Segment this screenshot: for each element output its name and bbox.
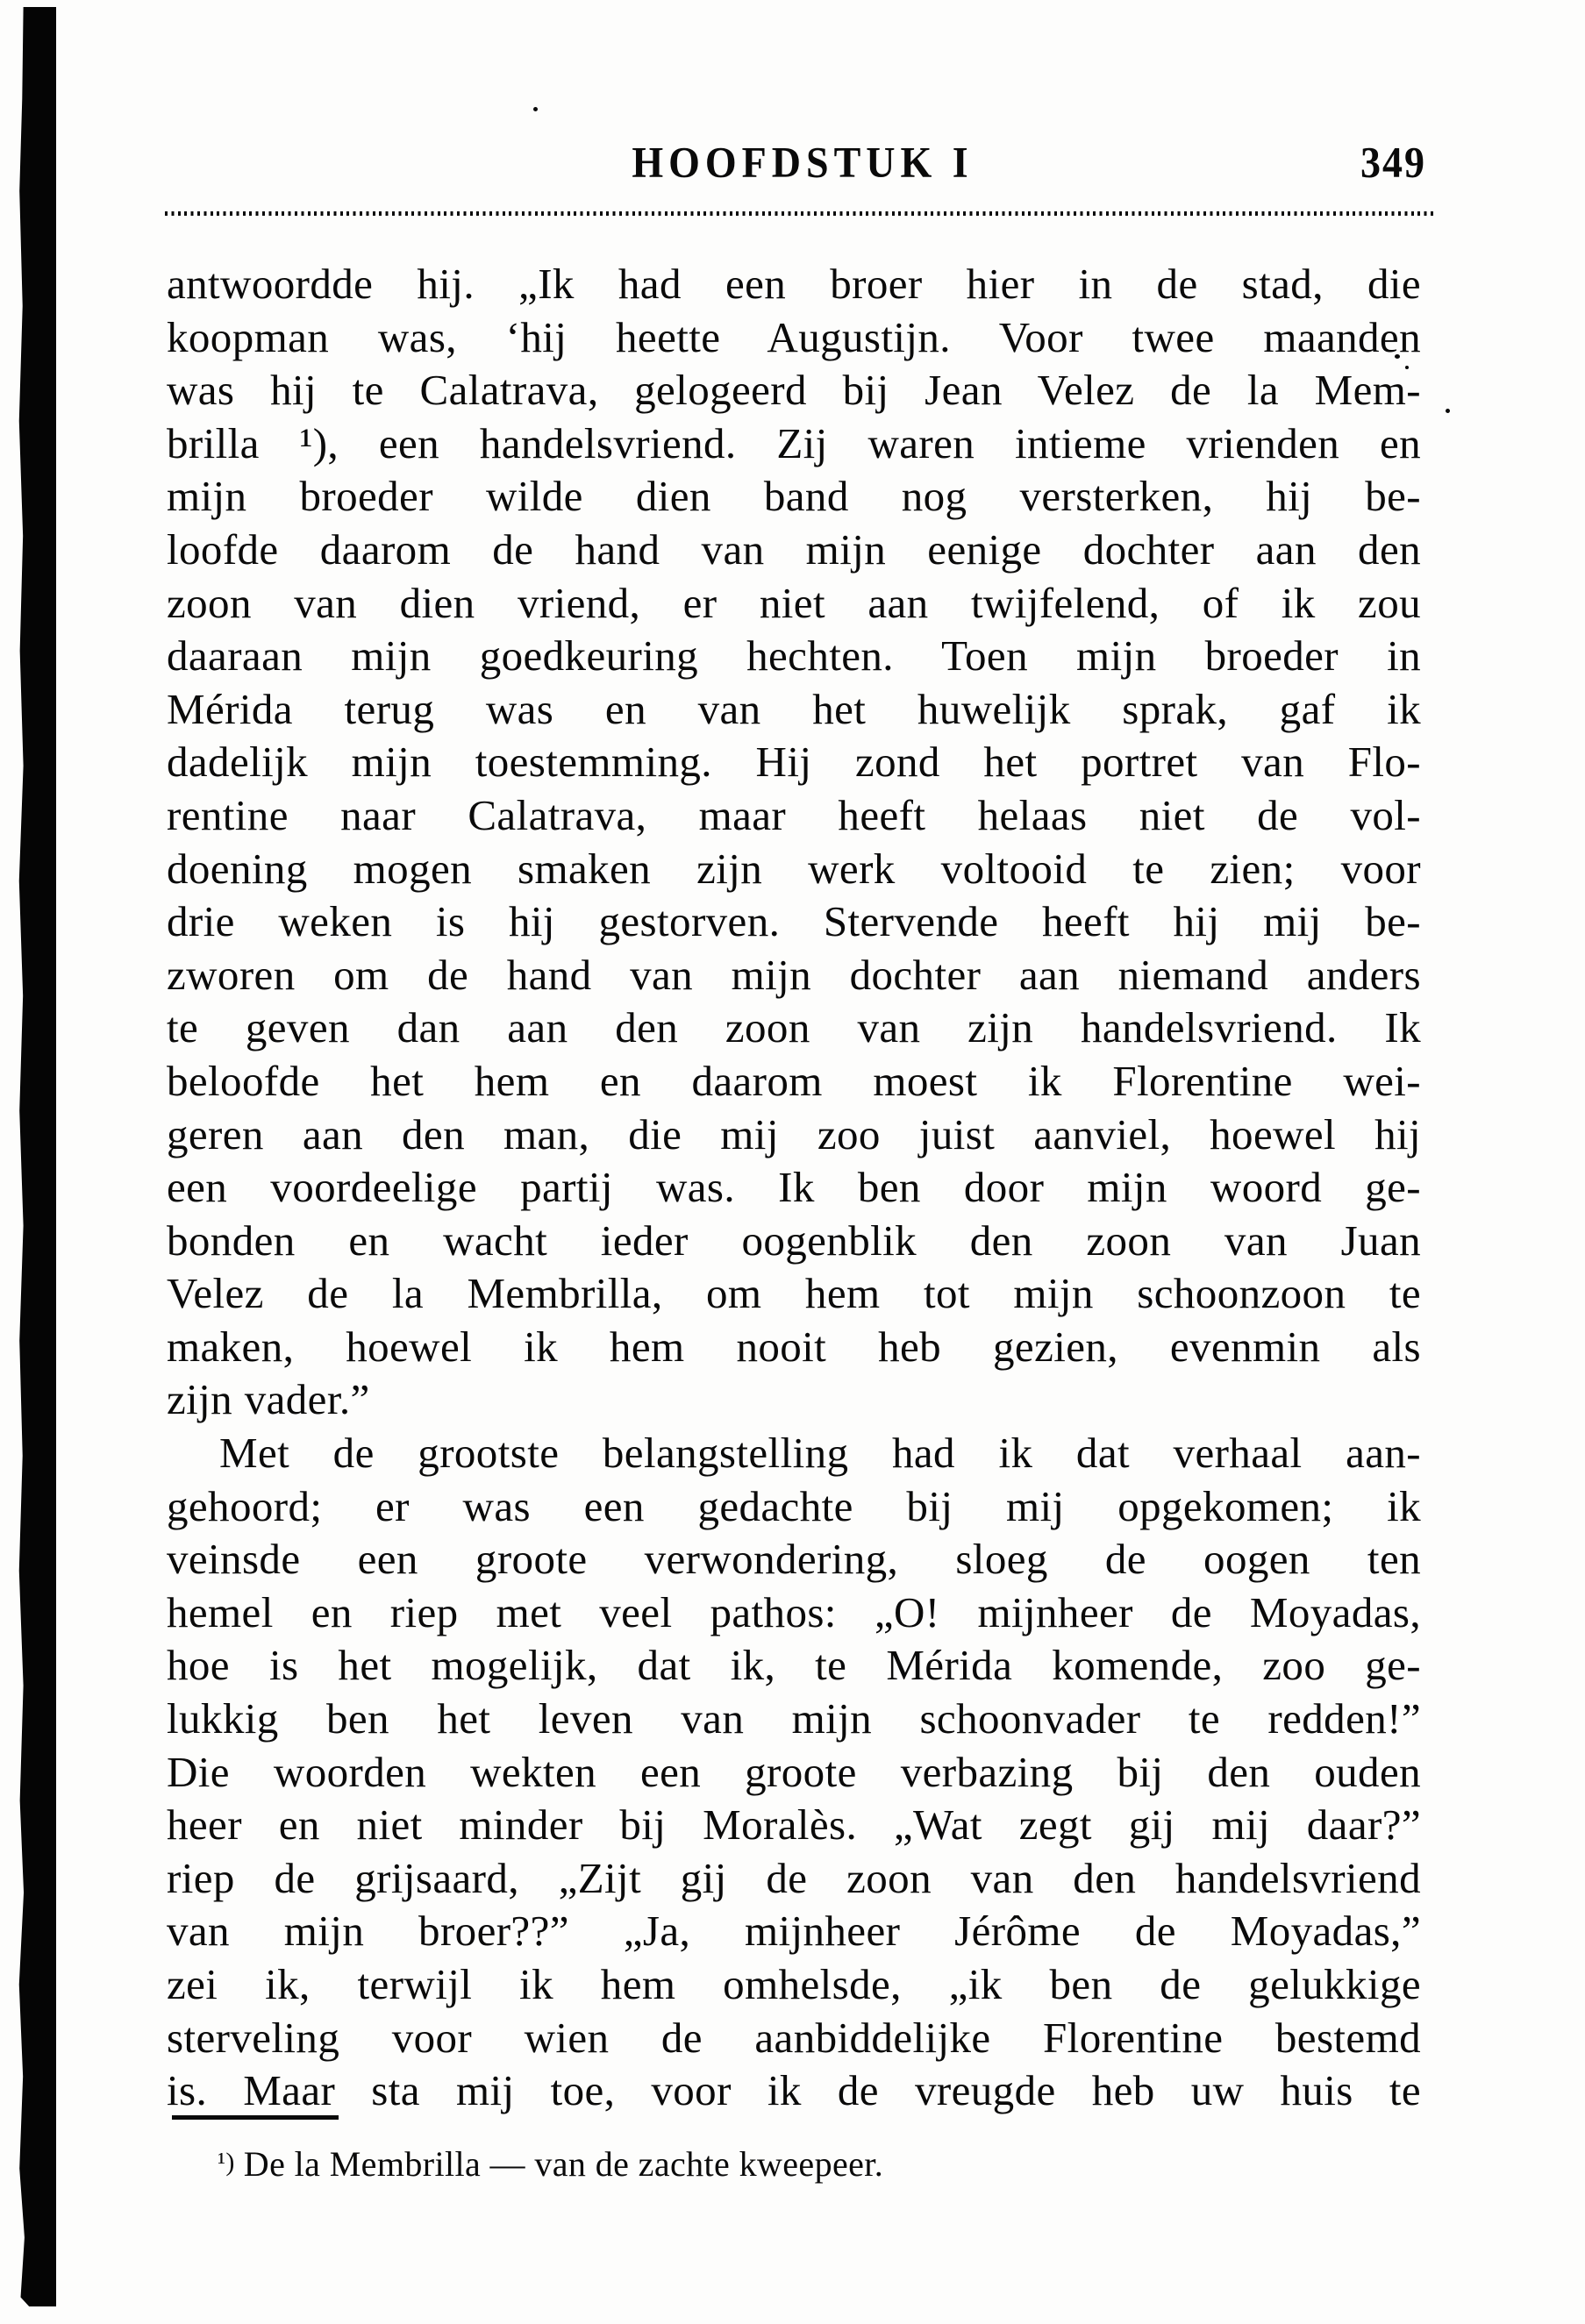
text-line: maken, hoewel ik hem nooit heb gezien, evenmin als [167,1322,1421,1371]
text-line: zijn vader.” [167,1375,370,1424]
header-dotted-rule [165,211,1437,216]
text-line: sterveling voor wien de aanbiddelijke Florentine bestemd [167,2013,1421,2062]
text-line: Met de grootste belangstelling had ik dat verhaal aan- [219,1429,1421,1478]
footnote-separator-rule [172,2115,339,2120]
text-line: Mérida terug was en van het huwelijk sprak, gaf ik [167,684,1421,733]
text-line: mijn broeder wilde dien band nog versterken, hij be- [167,472,1421,521]
footnote-marker: ¹) [218,2148,235,2177]
text-line: dadelijk mijn toestemming. Hij zond het portret van Flo- [167,738,1421,787]
text-line: antwoordde hij. „Ik had een broer hier in de stad, die [167,260,1421,308]
text-line: zei ik, terwijl ik hem omhelsde, „ik ben de gelukkige [167,1960,1421,2008]
text-line: hemel en riep met veel pathos: „O! mijnheer de Moyadas, [167,1587,1421,1636]
text-line: rentine naar Calatrava, maar heeft helaas niet de vol- [167,790,1421,839]
text-line: geren aan den man, die mij zoo juist aanviel, hoewel hij [167,1109,1421,1158]
text-line: brilla ¹), een handelsvriend. Zij waren intieme vrienden en [167,418,1421,467]
footnote-text: De la Membrilla — van de zachte kweepeer. [243,2144,884,2184]
text-line: drie weken is hij gestorven. Stervende heeft hij mij be- [167,897,1421,946]
text-line: van mijn broer??” „Ja, mijnheer Jérôme de Moyadas,” [167,1907,1421,1956]
text-line: zworen om de hand van mijn dochter aan niemand anders [167,950,1421,999]
text-line: doening mogen smaken zijn werk voltooid te zien; voor [167,844,1421,893]
text-line: zoon van dien vriend, er niet aan twijfelend, of ik zou [167,578,1421,627]
page-number: 349 [1360,138,1426,187]
page-header [167,137,1439,186]
chapter-heading: HOOFDSTUK I [632,138,974,187]
text-line: te geven dan aan den zoon van zijn handelsvriend. Ik [167,1003,1421,1052]
text-line: gehoord; er was een gedachte bij mij opgekomen; ik [167,1481,1421,1530]
text-line: daaraan mijn goedkeuring hechten. Toen mijn broeder in [167,631,1421,681]
text-line: Velez de la Membrilla, om hem tot mijn schoonzoon te [167,1269,1421,1318]
text-line: hoe is het mogelijk, dat ik, te Mérida komende, zoo ge- [167,1641,1421,1690]
scan-speck [1446,409,1450,413]
text-line: een voordeelige partij was. Ik ben door mijn woord ge- [167,1163,1421,1212]
text-line: was hij te Calatrava, gelogeerd bij Jean Velez de la Mem- [167,366,1421,415]
text-line: koopman was, ‘hij heette Augustijn. Voor twee maanden [167,312,1421,361]
body-text [167,258,1421,2118]
text-line: bonden en wacht ieder oogenblik den zoon van Juan [167,1215,1421,1265]
text-line: beloofde het hem en daarom moest ik Florentine wei- [167,1056,1421,1105]
text-line: veinsde een groote verwondering, sloeg de oogen ten [167,1535,1421,1584]
text-line: heer en niet minder bij Moralès. „Wat zegt gij mij daar?” [167,1800,1421,1850]
text-line: lukkig ben het leven van mijn schoonvader te redden!” [167,1694,1421,1743]
text-line: riep de grijsaard, „Zijt gij de zoon van den handelsvriend [167,1853,1421,1902]
footnote [167,2140,1421,2187]
text-line: is. Maar sta mij toe, voor ik de vreugde heb uw huis te [167,2066,1421,2115]
text-line: loofde daarom de hand van mijn eenige dochter aan den [167,524,1421,574]
scan-binding-bar [18,7,56,2306]
scan-speck [533,107,538,111]
text-line: Die woorden wekten een groote verbazing bij den ouden [167,1747,1421,1796]
